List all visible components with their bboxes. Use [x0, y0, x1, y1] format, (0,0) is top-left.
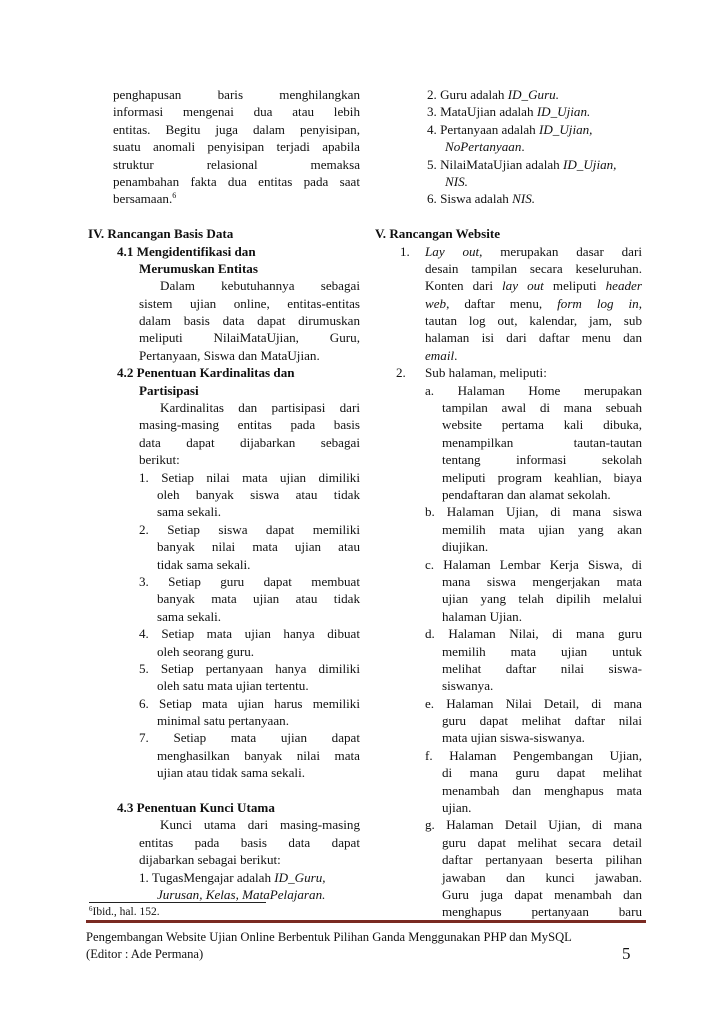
italic-text: Lay out: [425, 243, 480, 259]
list-item: [427, 121, 642, 138]
italic-text: web: [425, 295, 447, 311]
text-line: struktur relasional memaksa: [113, 156, 360, 172]
text-line: sistem ujian online, entitas-entitas: [139, 295, 360, 311]
text-line: penghapusan baris menghilangkan: [113, 87, 360, 102]
left-column: [90, 86, 360, 903]
text-line: sama sekali.: [157, 504, 221, 520]
italic-text: email: [425, 347, 455, 363]
text-line: mana siswa mengerjakan mata: [442, 573, 642, 589]
text-line: Sub halaman, meliputi:: [425, 365, 547, 381]
running-footer-title: Pengembangan Website Ujian Online Berbentuk Pilihan Ganda Menggunakan PHP dan MySQL: [86, 930, 572, 944]
subsection-heading: 4.3 Penentuan Kunci Utama: [117, 800, 275, 816]
primary-key-list: [372, 86, 642, 208]
text-fragment: 2. Guru adalah: [427, 87, 508, 102]
list-item: [427, 190, 642, 207]
italic-text: Jurusan, Kelas, MataPelajaran.: [157, 886, 326, 902]
list-item: 6. Setiap mata ujian harus memiliki: [139, 695, 360, 711]
italic-text: ID_Ujian,: [538, 121, 593, 137]
italic-text: ID_Guru,: [274, 869, 326, 885]
subsection-body: [117, 399, 360, 782]
text-line: oleh satu mata ujian tertentu.: [157, 678, 309, 694]
text-line: oleh banyak siswa atau tidak: [157, 486, 360, 502]
text-fragment: 3. MataUjian adalah: [427, 104, 537, 120]
text-line: [113, 190, 360, 207]
text-line: ujian atau tidak sama sekali.: [157, 765, 305, 781]
list-item: b. Halaman Ujian, di mana siswa: [425, 504, 642, 520]
text-line: Pertanyaan, Siswa dan MataUjian.: [139, 347, 320, 363]
text-fragment: 6. Siswa adalah: [427, 191, 513, 207]
subpage-list: [425, 382, 642, 921]
text-line: Kardinalitas dan partisipasi dari: [160, 400, 360, 416]
text-line: meliputi program keahlian, biaya: [442, 469, 642, 485]
text-line: ujian.: [442, 800, 472, 816]
list-item: c. Halaman Lembar Kerja Siswa, di: [425, 556, 642, 572]
text-line: entitas pada basis data dapat: [139, 834, 360, 850]
subsection-body: [117, 816, 360, 903]
text-line: entitas. Begitu juga dalam penyisipan,: [113, 121, 360, 137]
list-item: 5. Setiap pertanyaan hanya dimiliki: [139, 660, 360, 676]
text-line: menambah dan menghapus mata: [442, 782, 642, 798]
subsection-heading: 4.1 Mengidentifikasi dan: [117, 243, 256, 259]
footnote-text: Ibid., hal. 152.: [92, 906, 160, 918]
text-line: diujikan.: [442, 539, 489, 555]
text-line: [139, 886, 360, 903]
italic-text: ID_Guru.: [507, 87, 560, 102]
text-line: [425, 347, 642, 364]
list-item: 2. Setiap siswa dapat memiliki: [139, 521, 360, 537]
text-line: Dalam kebutuhannya sebagai: [160, 278, 360, 294]
text-fragment: meliputi: [543, 278, 606, 294]
text-fragment: , merupakan dasar dari: [479, 243, 642, 259]
list-item: d. Halaman Nilai, di mana guru: [425, 626, 642, 642]
text-line: [425, 295, 642, 312]
list-number: 1.: [400, 243, 410, 259]
text-line: banyak nilai mata ujian atau: [157, 539, 360, 555]
text-fragment: 4. Pertanyaan adalah: [427, 121, 539, 137]
text-line: ujian yang telah dipilih melalui: [442, 591, 642, 607]
list-item: 1. Setiap nilai mata ujian dimiliki: [139, 469, 360, 485]
text-line: [425, 243, 642, 260]
text-line: [427, 173, 642, 190]
running-footer-editor: (Editor : Ade Permana): [86, 947, 204, 961]
list-item: [139, 869, 360, 886]
text-line: mata ujian siswa-siswanya.: [442, 730, 585, 746]
text-line: dijabarkan sebagai berikut:: [139, 852, 281, 868]
intro-paragraph: [90, 86, 360, 208]
footnote-reference: 6: [172, 191, 177, 201]
list-item: 7. Setiap mata ujian dapat: [139, 730, 360, 746]
text-line: jawaban dan kunci jawaban.: [442, 869, 642, 885]
right-column: [372, 86, 642, 921]
text-line: menghapus pertanyaan baru: [442, 904, 642, 920]
text-line: guru dapat melihat daftar nilai: [442, 713, 642, 729]
italic-text: NoPertanyaan: [445, 139, 522, 155]
text-fragment: Konten dari: [425, 278, 503, 294]
subsection-body: [117, 277, 360, 364]
text-line: siswanya.: [442, 678, 494, 694]
section-heading: IV. Rancangan Basis Data: [88, 226, 234, 242]
footer-rule: [86, 920, 646, 923]
italic-text: NIS.: [512, 191, 536, 207]
text-line: menampilkan tautan-tautan: [442, 434, 642, 450]
text-line: menghasilkan banyak nilai mata: [157, 747, 360, 763]
text-fragment: bersamaan.: [113, 191, 173, 207]
text-line: penambahan fakta dua entitas pada saat: [113, 173, 360, 189]
text-line: Guru juga dapat menambah dan: [442, 886, 642, 902]
list-item: [427, 156, 642, 173]
text-line: halaman Ujian.: [442, 608, 522, 624]
text-line: desain tampilan secara keseluruhan.: [425, 260, 642, 276]
list-item: a. Halaman Home merupakan: [425, 382, 642, 398]
list-item: [427, 86, 642, 103]
text-line: tampilan awal di mana sebuah: [442, 400, 642, 416]
text-line: [425, 277, 642, 294]
text-fragment: 1. TugasMengajar adalah: [139, 869, 275, 885]
subsection-heading: Merumuskan Entitas: [139, 260, 258, 276]
text-line: informasi mengenai dua atau lebih: [113, 104, 360, 120]
list-item: 3. Setiap guru dapat membuat: [139, 573, 360, 589]
text-fragment: , daftar menu,: [446, 295, 558, 311]
text-line: di mana guru dapat melihat: [442, 765, 642, 781]
list-number: 2.: [396, 365, 406, 381]
text-line: minimal satu pertanyaan.: [157, 713, 289, 729]
text-line: pendaftaran dan alamat sekolah.: [442, 486, 611, 502]
italic-text: header: [605, 278, 642, 294]
list-item: [427, 103, 642, 120]
text-line: website pertama kali dibuka,: [442, 417, 642, 433]
text-fragment: 5. NilaiMataUjian adalah: [427, 156, 563, 172]
text-line: memilih mata ujian yang akan: [442, 521, 642, 537]
italic-text: NIS.: [445, 173, 468, 189]
italic-text: ID_Ujian.: [536, 104, 591, 120]
italic-text: lay out: [502, 278, 544, 294]
text-line: guru dapat melihat secara detail: [442, 834, 642, 850]
italic-text: form log in: [557, 295, 639, 311]
footnote: [89, 905, 160, 919]
subsection-heading: 4.2 Penentuan Kardinalitas dan: [117, 365, 295, 381]
text-line: masing-masing entitas pada basis: [139, 417, 360, 433]
subsection-heading: Partisipasi: [139, 382, 199, 398]
text-line: halaman isi dari daftar menu dan: [425, 330, 642, 346]
list-item: 4. Setiap mata ujian hanya dibuat: [139, 626, 360, 642]
text-line: [427, 138, 642, 155]
section-heading: V. Rancangan Website: [375, 226, 501, 242]
text-line: sama sekali.: [157, 608, 221, 624]
text-line: memilih mata ujian untuk: [442, 643, 642, 659]
text-line: Kunci utama dari masing-masing: [160, 817, 360, 833]
text-line: tidak sama sekali.: [157, 556, 251, 572]
text-line: dalam basis data dapat dirumuskan: [139, 313, 360, 329]
list-item: g. Halaman Detail Ujian, di mana: [425, 817, 642, 833]
website-item-1: [372, 243, 642, 365]
text-line: berikut:: [139, 452, 180, 468]
text-line: data dapat dijabarkan sebagai: [139, 434, 360, 450]
footnote-number: 6: [89, 905, 93, 913]
text-line: banyak mata ujian atau tidak: [157, 591, 360, 607]
text-line: suatu anomali penyisipan terjadi apabila: [113, 139, 360, 155]
text-fragment: ,: [638, 295, 642, 311]
text-line: melihat daftar nilai siswa-: [442, 660, 642, 676]
text-line: meliputi NilaiMataUjian, Guru,: [139, 330, 360, 346]
footnote-separator: [89, 902, 266, 903]
website-item-2: [372, 364, 642, 921]
text-line: tautan log out, kalendar, jam, sub: [425, 313, 642, 329]
page-number: 5: [622, 944, 631, 963]
list-item: e. Halaman Nilai Detail, di mana: [425, 695, 642, 711]
list-item: f. Halaman Pengembangan Ujian,: [425, 747, 642, 763]
italic-text: ID_Ujian,: [562, 156, 617, 172]
text-fragment: .: [454, 347, 458, 363]
text-line: oleh seorang guru.: [157, 643, 255, 659]
text-fragment: .: [521, 139, 525, 155]
text-line: tentang informasi sekolah: [442, 452, 642, 468]
text-line: daftar pertanyaan beserta pilihan: [442, 852, 642, 868]
